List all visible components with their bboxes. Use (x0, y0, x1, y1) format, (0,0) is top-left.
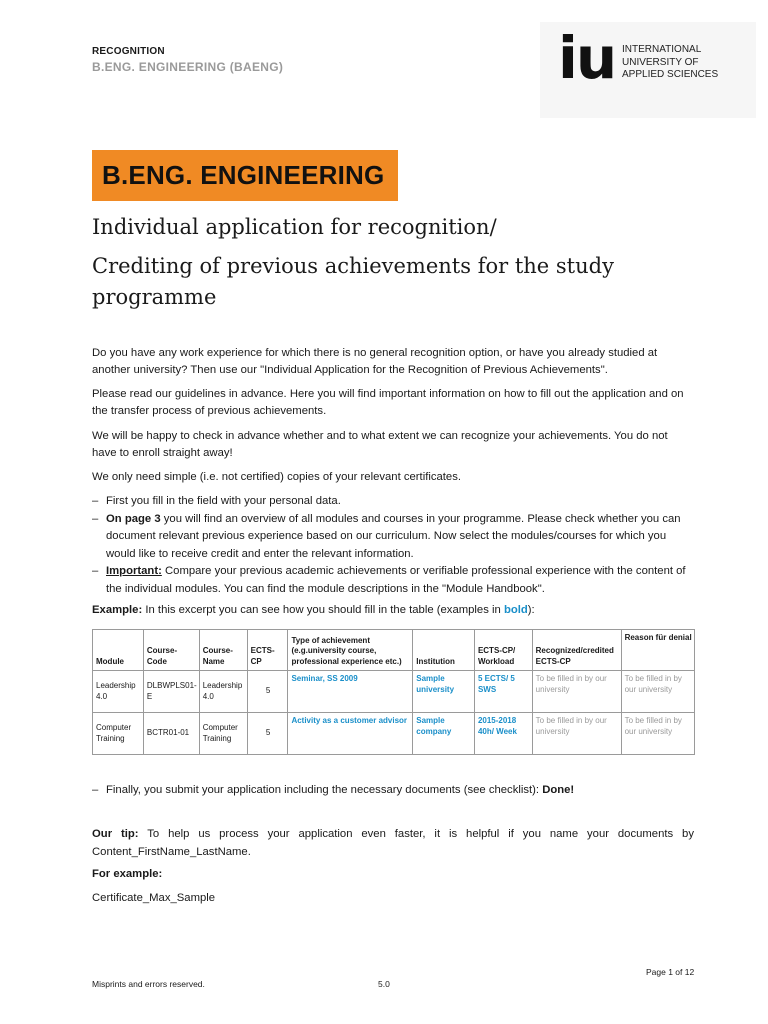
university-logo (540, 22, 756, 118)
logo-mark: iu (558, 24, 616, 92)
table-cell: BCTR01-01 (143, 713, 199, 755)
column-header: ECTS-CP/ Workload (474, 630, 532, 671)
table-row (93, 713, 695, 755)
footer-version: 5.0 (378, 979, 390, 989)
bullet-emphasis: Important: (106, 565, 162, 577)
header-program: B.ENG. ENGINEERING (BAENG) (92, 60, 284, 74)
bullet-text: First you fill in the field with your personal data. (106, 495, 341, 507)
table-cell: 2015-2018 40h/ Week (474, 713, 532, 755)
bullet-dash: – (92, 784, 99, 796)
instruction-list (92, 493, 694, 598)
logo-line-3: APPLIED SCIENCES (622, 69, 719, 80)
for-example-label: For example: (92, 868, 163, 880)
title-line-2: Crediting of previous achievements for the study programme (92, 254, 614, 309)
banner-title: B.ENG. ENGINEERING (102, 160, 385, 190)
example-label: Example: (92, 604, 143, 616)
column-header: ECTS-CP (247, 630, 288, 671)
table-cell: Computer Training (93, 713, 144, 755)
list-item (92, 493, 694, 511)
table-cell: To be filled in by our university (621, 671, 694, 713)
logo-line-1: INTERNATIONAL (622, 44, 702, 55)
table-cell: Leadership 4.0 (93, 671, 144, 713)
table-row (93, 671, 695, 713)
bullet-dash: – (92, 565, 99, 577)
example-text: In this excerpt you can see how you should fill in the table (examples in (142, 604, 504, 616)
footer-disclaimer: Misprints and errors reserved. (92, 979, 205, 989)
bullet-dash: – (92, 495, 99, 507)
table-cell: To be filled in by our university (532, 671, 621, 713)
bullet-dash: – (92, 512, 99, 525)
table-cell: 5 ECTS/ 5 SWS (474, 671, 532, 713)
table-header-row (93, 630, 695, 671)
intro-paragraph-4: We only need simple (i.e. not certified) copies of your relevant certificates. (92, 471, 461, 483)
column-header: Institution (413, 630, 475, 671)
bullet-text: Compare your previous academic achievements or verifiable professional experience with the content of the individual modules. You can find the module descriptions in the "Module Handbook". (106, 565, 686, 595)
example-filename: Certificate_Max_Sample (92, 892, 216, 904)
column-header: Type of achievement (e.g.university course, professional experience etc.) (288, 630, 413, 671)
table-cell: To be filled in by our university (532, 713, 621, 755)
column-header: Recognized/credited ECTS-CP (532, 630, 621, 671)
table-cell: 5 (247, 671, 288, 713)
title-line-1: Individual application for recognition/ (92, 215, 497, 239)
table-cell: 5 (247, 713, 288, 755)
page-title (92, 212, 712, 313)
tip-label: Our tip: (92, 828, 139, 840)
intro-paragraph-1: Do you have any work experience for which there is no general recognition option, or have you already studied at another university? Then use our "Individual Application for the Recognition of Previous Achievements". (92, 347, 658, 376)
bullet-emphasis: On page 3 (106, 512, 161, 525)
list-item (92, 511, 694, 564)
column-header: Reason für denial (621, 630, 694, 671)
list-item (92, 563, 694, 598)
tip-paragraph (92, 826, 694, 861)
column-header: Course-Name (199, 630, 247, 671)
table-cell: Activity as a customer advisor (288, 713, 413, 755)
table-cell: Sample university (413, 671, 475, 713)
example-table (92, 629, 695, 755)
intro-paragraph-3: We will be happy to check in advance whether and to what extent we can recognize your achievements. You do not have to enroll straight away! (92, 430, 668, 459)
final-done: Done! (542, 784, 575, 796)
table-cell: Seminar, SS 2009 (288, 671, 413, 713)
table-cell: Leadership 4.0 (199, 671, 247, 713)
tip-text: To help us process your application even faster, it is helpful if you name your documents by Content_FirstName_LastName. (92, 828, 694, 858)
final-text: Finally, you submit your application including the necessary documents (see checklist): (106, 784, 543, 796)
table-cell: Sample company (413, 713, 475, 755)
logo-line-2: UNIVERSITY OF (622, 56, 699, 68)
example-bold-word: bold (503, 604, 528, 616)
column-header: Course-Code (143, 630, 199, 671)
table-cell: DLBWPLS01-E (143, 671, 199, 713)
bullet-text: you will find an overview of all modules and courses in your programme. Please check whether you can document relevant previous experience based on our curriculum. Now select the modules/courses for which you would like to receive credit and enter the relevant information. (106, 512, 681, 560)
header-label: RECOGNITION (92, 46, 165, 57)
example-end: ): (527, 604, 535, 616)
final-step (92, 784, 708, 796)
page-number: Page 1 of 12 (646, 967, 695, 977)
logo-text (622, 44, 718, 82)
table-cell: Computer Training (199, 713, 247, 755)
program-banner (92, 150, 398, 201)
table-cell: To be filled in by our university (621, 713, 694, 755)
column-header: Module (93, 630, 144, 671)
intro-paragraph-2: Please read our guidelines in advance. Here you will find important information on how to fill out the application and on the transfer process of previous achievements. (92, 388, 684, 417)
example-intro (92, 604, 535, 616)
